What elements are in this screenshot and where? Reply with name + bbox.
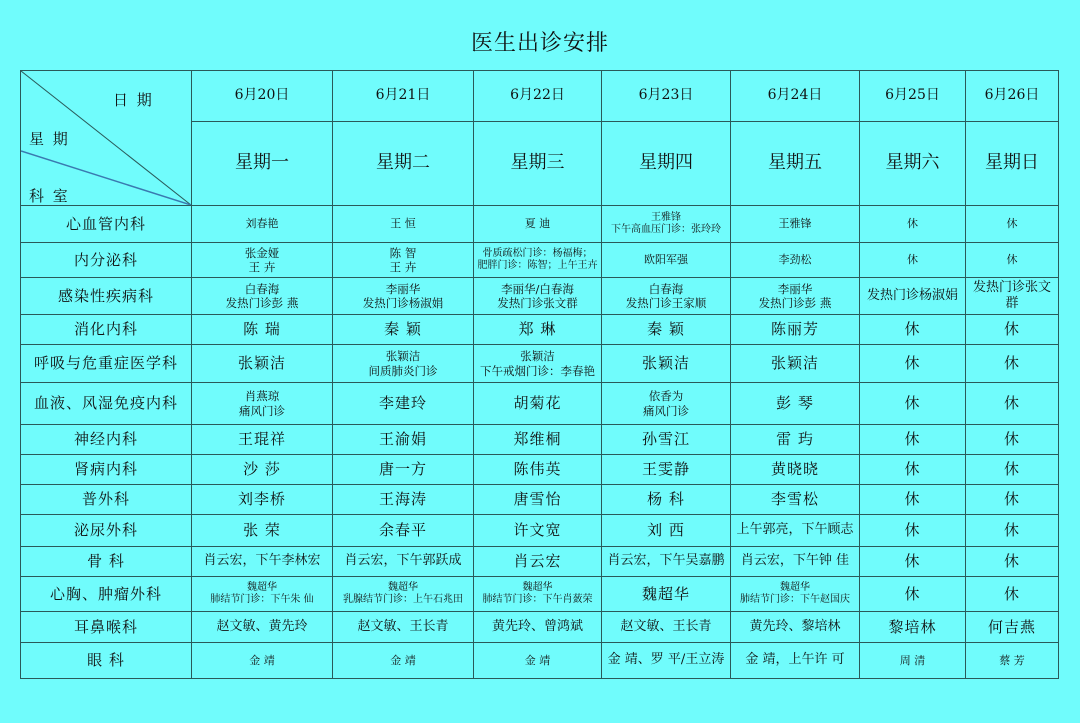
schedule-cell (333, 425, 474, 455)
cell-text: 魏超华 (247, 581, 277, 593)
cell-text: 休 (1003, 430, 1020, 449)
cell-text: 王琨祥 (237, 430, 286, 449)
department-row (21, 547, 1059, 577)
schedule-cell (602, 547, 731, 577)
cell-text: 唐一方 (378, 460, 427, 479)
department-name: 眼 科 (21, 643, 192, 679)
date-row (21, 71, 1059, 122)
cell-text: 发热门诊杨淑娟 (866, 287, 958, 303)
cell-text: 张颖洁 (237, 354, 286, 373)
cell-text: 休 (1006, 253, 1018, 267)
cell-text: 休 (1003, 354, 1020, 373)
schedule-cell (602, 515, 731, 547)
date-header-7: 6月26日 (966, 71, 1059, 122)
schedule-cell (602, 577, 731, 612)
cell-text: 雷 玙 (776, 430, 814, 449)
schedule-cell (474, 455, 602, 485)
department-name: 血液、风湿免疫内科 (21, 383, 192, 425)
schedule-cell (860, 577, 966, 612)
cell-text: 李雪松 (770, 490, 819, 509)
cell-text: 白春海 (244, 281, 280, 296)
schedule-cell (602, 315, 731, 345)
cell-text: 休 (907, 217, 918, 231)
schedule-cell (731, 315, 860, 345)
cell-text: 发热门诊彭 燕 (758, 296, 832, 310)
schedule-cell (731, 425, 860, 455)
schedule-cell (731, 515, 860, 547)
department-row (21, 345, 1059, 383)
cell-text: 休 (1003, 521, 1020, 540)
cell-text: 肥胖门诊：陈智；上午王卉 (477, 260, 598, 271)
cell-text: 王渝娟 (378, 430, 427, 449)
schedule-cell (474, 425, 602, 455)
cell-text: 刘 西 (647, 521, 685, 540)
cell-text: 李丽华/白春海 (501, 281, 574, 296)
cell-text: 魏超华 (522, 581, 553, 593)
page-title: 医生出诊安排 (470, 31, 609, 56)
cell-text: 乳腺结节门诊：上午石兆田 (343, 594, 463, 605)
department-row (21, 383, 1059, 425)
date-header-4: 6月23日 (602, 71, 731, 122)
schedule-cell (192, 345, 333, 383)
cell-text: 肖云宏 (513, 552, 562, 571)
schedule-cell (860, 515, 966, 547)
cell-text: 肖云宏，下午郭跃成 (344, 553, 462, 569)
schedule-cell (731, 547, 860, 577)
department-name: 心血管内科 (21, 206, 192, 243)
schedule-cell (333, 243, 474, 278)
schedule-cell (192, 243, 333, 278)
date-header-6: 6月25日 (860, 71, 966, 122)
cell-text: 王 卉 (389, 260, 417, 274)
date-header-2: 6月21日 (333, 71, 474, 122)
cell-text: 休 (1003, 460, 1020, 479)
cell-text: 陈 智 (389, 245, 417, 260)
schedule-cell (966, 345, 1059, 383)
cell-text: 赵文敏、黄先玲 (216, 618, 308, 634)
department-row (21, 515, 1059, 547)
department-row (21, 485, 1059, 515)
cell-text: 李丽华 (385, 281, 421, 296)
schedule-cell (860, 547, 966, 577)
schedule-cell (602, 383, 731, 425)
schedule-cell (474, 345, 602, 383)
cell-text: 周 清 (899, 653, 926, 667)
cell-text: 休 (1003, 490, 1020, 509)
cell-text: 休 (904, 430, 921, 449)
cell-text: 黄晓晓 (770, 460, 819, 479)
schedule-cell (474, 315, 602, 345)
cell-text: 张颖洁 (520, 349, 555, 364)
cell-text: 休 (904, 354, 921, 373)
weekday-header-2: 星期二 (333, 122, 474, 206)
department-row (21, 278, 1059, 315)
department-name: 内分泌科 (21, 243, 192, 278)
schedule-cell (192, 547, 333, 577)
schedule-cell (192, 425, 333, 455)
department-name: 心胸、肿瘤外科 (21, 577, 192, 612)
schedule-cell (731, 278, 860, 315)
cell-text: 王雯静 (641, 460, 690, 479)
cell-text: 金 靖、罗 平/王立涛 (607, 652, 725, 668)
cell-text: 王雅锋 (778, 217, 812, 231)
weekday-header-1: 星期一 (192, 122, 333, 206)
schedule-cell (333, 278, 474, 315)
schedule-cell (731, 206, 860, 243)
schedule-cell (192, 315, 333, 345)
cell-text: 肺结节门诊：下午肖蔹荣 (482, 594, 593, 605)
cell-text: 休 (904, 584, 921, 603)
cell-text: 蔡 芳 (999, 653, 1025, 667)
schedule-cell (860, 243, 966, 278)
schedule-cell (602, 485, 731, 515)
schedule-cell (474, 612, 602, 643)
schedule-cell (966, 455, 1059, 485)
department-row (21, 455, 1059, 485)
cell-text: 余春平 (378, 521, 427, 540)
cell-text: 发热门诊张文群 (972, 279, 1051, 311)
schedule-cell (192, 383, 333, 425)
schedule-cell (602, 243, 731, 278)
cell-text: 魏超华 (641, 584, 690, 603)
schedule-cell (731, 345, 860, 383)
cell-text: 欧阳军强 (644, 253, 688, 267)
weekday-header-5: 星期五 (731, 122, 860, 206)
schedule-cell (966, 612, 1059, 643)
cell-text: 发热门诊杨淑娟 (362, 296, 444, 310)
department-name: 神经内科 (21, 425, 192, 455)
cell-text: 许文宽 (513, 521, 562, 540)
schedule-cell (602, 643, 731, 679)
cell-text: 夏 迪 (524, 217, 551, 231)
schedule-cell (333, 455, 474, 485)
cell-text: 郑 琳 (518, 320, 557, 339)
schedule-cell (966, 577, 1059, 612)
schedule-cell (333, 345, 474, 383)
cell-text: 黎培林 (888, 617, 937, 636)
schedule-cell (602, 206, 731, 243)
schedule-cell (602, 278, 731, 315)
cell-text: 依香为 (648, 389, 684, 404)
cell-text: 金 靖，上午许 可 (745, 652, 845, 668)
cell-text: 刘李桥 (237, 490, 286, 509)
cell-text: 彭 琴 (776, 394, 814, 413)
cell-text: 沙 莎 (243, 460, 281, 479)
weekday-header-6: 星期六 (860, 122, 966, 206)
cell-text: 黄先玲、曾鸿斌 (491, 618, 583, 634)
cell-text: 王海涛 (378, 490, 427, 509)
cell-text: 肖燕琼 (244, 389, 280, 404)
schedule-cell (731, 577, 860, 612)
cell-text: 休 (904, 320, 921, 339)
cell-text: 张颖洁 (641, 354, 690, 373)
department-name: 泌尿外科 (21, 515, 192, 547)
schedule-cell (333, 315, 474, 345)
schedule-cell (602, 612, 731, 643)
schedule-cell (474, 643, 602, 679)
schedule-cell (860, 278, 966, 315)
schedule-cell (966, 515, 1059, 547)
department-name: 肾病内科 (21, 455, 192, 485)
schedule-cell (860, 315, 966, 345)
schedule-cell (474, 515, 602, 547)
schedule-cell (474, 243, 602, 278)
cell-text: 张颖洁 (770, 354, 819, 373)
cell-text: 休 (1003, 320, 1020, 339)
cell-text: 痛风门诊 (239, 403, 285, 418)
cell-text: 李建玲 (378, 394, 427, 413)
schedule-cell (602, 455, 731, 485)
cell-text: 黄先玲、黎培林 (749, 618, 841, 634)
department-row (21, 425, 1059, 455)
cell-text: 陈 瑞 (243, 320, 281, 339)
cell-text: 赵文敏、王长青 (620, 618, 712, 634)
cell-text: 张金娅 (244, 245, 280, 260)
schedule-cell (474, 547, 602, 577)
schedule-cell (192, 515, 333, 547)
cell-text: 金 靖 (390, 653, 416, 667)
schedule-cell (192, 278, 333, 315)
cell-text: 王 卉 (248, 260, 276, 274)
cell-text: 休 (1003, 394, 1020, 413)
schedule-cell (192, 612, 333, 643)
schedule-cell (966, 547, 1059, 577)
cell-text: 杨 科 (647, 490, 685, 509)
cell-text: 上午郭亮，下午顾志 (736, 522, 854, 538)
schedule-cell (966, 643, 1059, 679)
schedule-cell (333, 577, 474, 612)
cell-text: 白春海 (648, 281, 684, 296)
cell-text: 赵文敏、王长青 (357, 618, 449, 634)
cell-text: 休 (1003, 552, 1020, 571)
cell-text: 金 靖 (524, 653, 551, 667)
cell-text: 骨质疏松门诊：杨福梅； (482, 247, 593, 259)
cell-text: 金 靖 (249, 653, 275, 667)
schedule-cell (333, 515, 474, 547)
schedule-cell (602, 425, 731, 455)
schedule-cell (333, 485, 474, 515)
department-row (21, 315, 1059, 345)
schedule-cell (731, 455, 860, 485)
schedule-cell (731, 383, 860, 425)
cell-text: 间质肺炎门诊 (368, 363, 438, 378)
corner-label-weekday: 星 期 (29, 130, 70, 148)
department-name: 骨 科 (21, 547, 192, 577)
schedule-cell (966, 383, 1059, 425)
department-name: 耳鼻喉科 (21, 612, 192, 643)
cell-text: 陈伟英 (513, 460, 562, 479)
schedule-cell (731, 243, 860, 278)
cell-text: 下午高血压门诊：张玲玲 (611, 224, 721, 235)
cell-text: 发热门诊张文群 (497, 296, 578, 310)
schedule-cell (333, 612, 474, 643)
cell-text: 休 (904, 460, 921, 479)
cell-text: 陈丽芳 (770, 320, 819, 339)
weekday-header-7: 星期日 (966, 122, 1059, 206)
schedule-cell (474, 206, 602, 243)
schedule-cell (333, 547, 474, 577)
schedule-cell (860, 345, 966, 383)
cell-text: 魏超华 (388, 581, 418, 593)
cell-text: 郑维桐 (513, 430, 562, 449)
cell-text: 下午戒烟门诊：李春艳 (480, 363, 595, 378)
cell-text: 肖云宏，下午钟 佳 (740, 553, 850, 569)
schedule-cell (333, 643, 474, 679)
cell-text: 张颖洁 (385, 349, 421, 364)
cell-text: 休 (904, 552, 921, 571)
cell-text: 刘春艳 (245, 217, 279, 231)
schedule-cell (966, 315, 1059, 345)
schedule-cell (333, 206, 474, 243)
schedule-cell (860, 612, 966, 643)
cell-text: 肺结节门诊：下午赵国庆 (740, 594, 850, 605)
cell-text: 休 (1006, 217, 1018, 231)
schedule-cell (966, 485, 1059, 515)
cell-text: 胡菊花 (513, 394, 562, 413)
department-name: 普外科 (21, 485, 192, 515)
weekday-header-3: 星期三 (474, 122, 602, 206)
schedule-cell (966, 243, 1059, 278)
department-name: 感染性疾病科 (21, 278, 192, 315)
date-header-5: 6月24日 (731, 71, 860, 122)
cell-text: 肺结节门诊：下午朱 仙 (210, 594, 314, 605)
schedule-cell (860, 383, 966, 425)
cell-text: 魏超华 (780, 581, 810, 593)
cell-text: 秦 颖 (384, 320, 422, 339)
cell-text: 李丽华 (777, 281, 813, 296)
cell-text: 休 (907, 253, 918, 267)
cell-text: 休 (1003, 584, 1020, 603)
schedule-cell (192, 485, 333, 515)
header-corner-cell (21, 71, 192, 206)
cell-text: 王 恒 (390, 217, 416, 231)
cell-text: 肖云宏，下午李林宏 (203, 553, 321, 569)
department-row (21, 206, 1059, 243)
cell-text: 王雅锋 (651, 211, 681, 223)
schedule-table (20, 70, 1059, 679)
department-name: 消化内科 (21, 315, 192, 345)
weekday-header-4: 星期四 (602, 122, 731, 206)
schedule-cell (333, 383, 474, 425)
schedule-cell (474, 485, 602, 515)
schedule-cell (474, 577, 602, 612)
cell-text: 肖云宏，下午吴嘉鹏 (607, 553, 725, 569)
schedule-cell (860, 485, 966, 515)
cell-text: 休 (904, 394, 921, 413)
schedule-cell (474, 383, 602, 425)
cell-text: 休 (904, 490, 921, 509)
cell-text: 秦 颖 (647, 320, 685, 339)
schedule-cell (966, 206, 1059, 243)
cell-text: 何吉燕 (987, 617, 1036, 636)
department-row (21, 577, 1059, 612)
corner-label-date: 日 期 (113, 91, 154, 109)
schedule-cell (602, 345, 731, 383)
date-header-3: 6月22日 (474, 71, 602, 122)
schedule-cell (192, 206, 333, 243)
cell-text: 李劲松 (778, 253, 812, 267)
schedule-cell (192, 577, 333, 612)
corner-label-department: 科 室 (29, 187, 70, 205)
department-name: 呼吸与危重症医学科 (21, 345, 192, 383)
schedule-cell (192, 643, 333, 679)
department-row (21, 243, 1059, 278)
schedule-cell (731, 612, 860, 643)
schedule-cell (860, 455, 966, 485)
schedule-cell (860, 425, 966, 455)
schedule-cell (731, 485, 860, 515)
department-row (21, 612, 1059, 643)
cell-text: 发热门诊王家顺 (625, 296, 707, 310)
cell-text: 张 荣 (243, 521, 281, 540)
schedule-cell (966, 278, 1059, 315)
cell-text: 唐雪怡 (513, 490, 562, 509)
cell-text: 孙雪江 (641, 430, 690, 449)
cell-text: 休 (904, 521, 921, 540)
department-row (21, 643, 1059, 679)
schedule-cell (860, 643, 966, 679)
schedule-cell (966, 425, 1059, 455)
schedule-cell (860, 206, 966, 243)
schedule-cell (474, 278, 602, 315)
date-header-1: 6月20日 (192, 71, 333, 122)
schedule-cell (731, 643, 860, 679)
schedule-cell (192, 455, 333, 485)
cell-text: 痛风门诊 (643, 403, 689, 418)
cell-text: 发热门诊彭 燕 (225, 296, 299, 310)
